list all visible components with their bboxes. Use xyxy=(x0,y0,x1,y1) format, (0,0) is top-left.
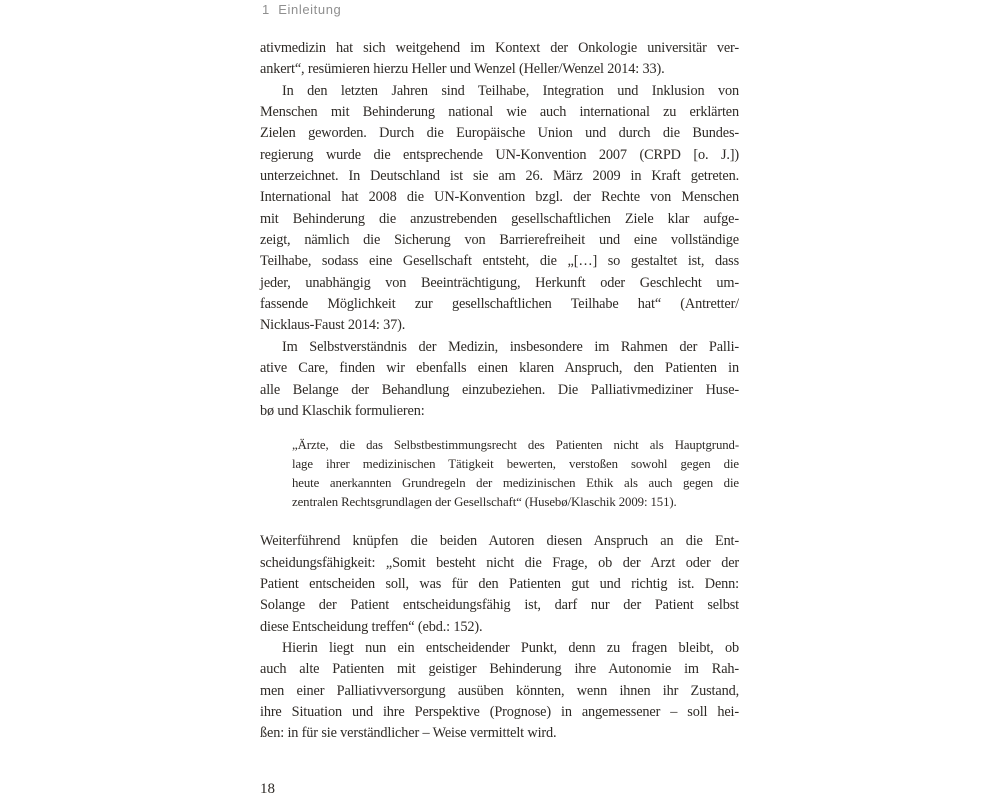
text-line: Teilhabe, sodass eine Gesellschaft entsteht, die „[…] so gestaltet ist, dass xyxy=(260,253,739,270)
text-line: In den letzten Jahren sind Teilhabe, Integration und Inklusion von xyxy=(282,82,739,99)
text-line: jeder, unabhängig von Beeinträchtigung, Herkunft oder Geschlecht um- xyxy=(260,274,739,291)
running-head: 1 Einleitung xyxy=(262,2,342,17)
text-line: auch alte Patienten mit geistiger Behinderung ihre Autonomie im Rah- xyxy=(260,661,739,678)
text-line: unterzeichnet. In Deutschland ist sie am 26. März 2009 in Kraft getreten. xyxy=(260,168,739,185)
paragraph xyxy=(260,531,739,638)
text-line: mit Behinderung die anzustrebenden gesellschaftlichen Ziele klar aufge- xyxy=(260,210,739,227)
text-line: ihre Situation und ihre Perspektive (Prognose) in angemessener – soll hei- xyxy=(260,703,739,720)
text-line: scheidungsfähigkeit: „Somit besteht nicht die Frage, ob der Arzt oder der xyxy=(260,554,739,571)
text-line: ßen: in für sie verständlicher – Weise vermittelt wird. xyxy=(260,725,557,742)
text-line: International hat 2008 die UN-Konvention bzgl. der Rechte von Menschen xyxy=(260,189,739,206)
text-line: diese Entscheidung treffen“ (ebd.: 152). xyxy=(260,618,483,635)
text-line: Weiterführend knüpfen die beiden Autoren diesen Anspruch an die Ent- xyxy=(260,533,739,550)
text-line: regierung wurde die entsprechende UN-Konvention 2007 (CRPD [o. J.]) xyxy=(260,146,739,163)
text-line: „Ärzte, die das Selbstbestimmungsrecht des Patienten nicht als Hauptgrund- xyxy=(292,438,739,453)
text-line: lage ihrer medizinischen Tätigkeit bewerten, verstoßen sowohl gegen die xyxy=(292,457,739,472)
text-line: Solange der Patient entscheidungsfähig ist, darf nur der Patient selbst xyxy=(260,597,739,614)
text-line: ankert“, resümieren hierzu Heller und Wenzel (Heller/Wenzel 2014: 33). xyxy=(260,61,665,78)
text-line: alle Belange der Behandlung einzubeziehen. Die Palliativmediziner Huse- xyxy=(260,381,739,398)
paragraph xyxy=(260,638,739,745)
page-number: 18 xyxy=(260,781,275,797)
text-line: ative Care, finden wir ebenfalls einen klaren Anspruch, den Patienten in xyxy=(260,360,739,377)
paragraph xyxy=(260,38,739,81)
text-line: Zielen geworden. Durch die Europäische Union und durch die Bundes- xyxy=(260,125,739,142)
text-line: zentralen Rechtsgrundlagen der Gesellschaft“ (Husebø/Klaschik 2009: 151). xyxy=(292,495,677,510)
paragraph xyxy=(260,337,739,422)
text-line: men einer Palliativversorgung ausüben könnten, wenn ihnen ihr Zustand, xyxy=(260,682,739,699)
quote-block xyxy=(292,436,739,512)
text-block xyxy=(260,38,739,745)
text-line: zeigt, nämlich die Sicherung von Barrierefreiheit und eine vollständige xyxy=(260,232,739,249)
paragraph xyxy=(260,81,739,337)
text-line: Im Selbstverständnis der Medizin, insbesondere im Rahmen der Palli- xyxy=(282,338,739,355)
text-line: bø und Klaschik formulieren: xyxy=(260,402,425,419)
text-line: Hierin liegt nun ein entscheidender Punkt, denn zu fragen bleibt, ob xyxy=(282,639,739,656)
text-line: fassende Möglichkeit zur gesellschaftlichen Teilhabe hat“ (Antretter/ xyxy=(260,296,739,313)
text-line: Menschen mit Behinderung national wie auch international zu erklärten xyxy=(260,104,739,121)
text-line: Patient entscheiden soll, was für den Patienten gut und richtig ist. Denn: xyxy=(260,575,739,592)
text-line: ativmedizin hat sich weitgehend im Kontext der Onkologie universitär ver- xyxy=(260,40,739,56)
text-line: Nicklaus-Faust 2014: 37). xyxy=(260,317,406,334)
text-line: heute anerkannten Grundregeln der medizinischen Ethik als auch gegen die xyxy=(292,476,739,491)
